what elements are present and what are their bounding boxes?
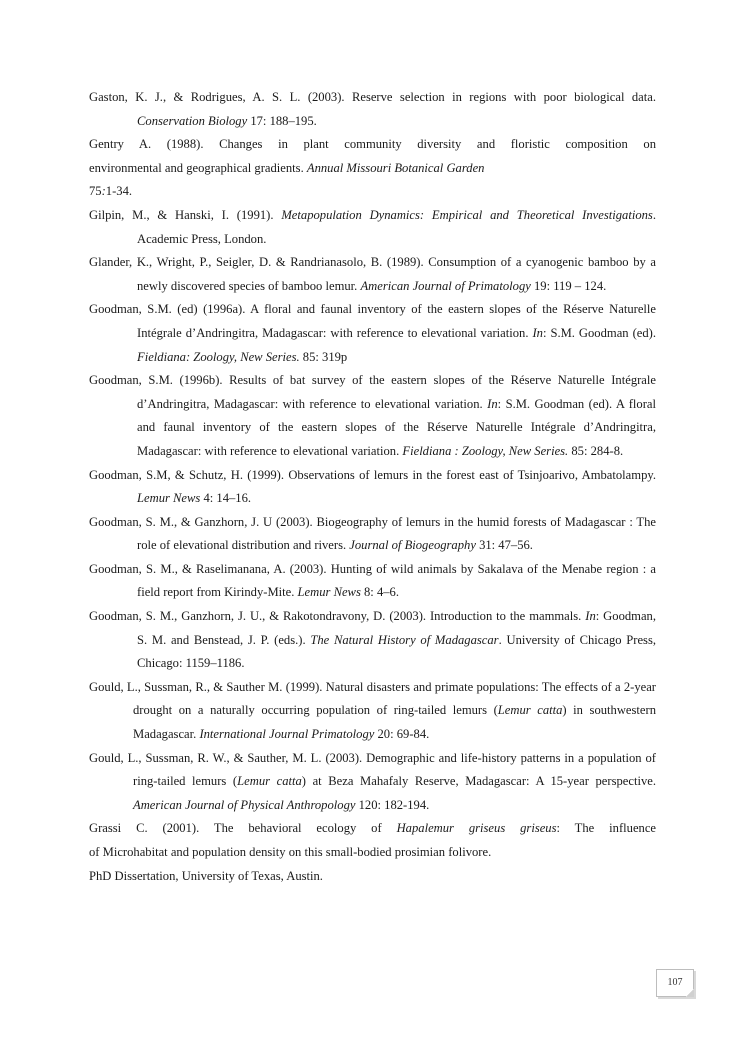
reference-italic-text: Lemur News [297,585,361,600]
reference-text: Goodman, S. M., & Raselimanana, A. (2003). Hunting of wild animals by Sakalava of the Menabe region : a field report from Kirindy-Mite. [89,561,656,600]
reference-italic-text: Annual Missouri Botanical Garden [306,160,485,175]
reference-entry [89,251,656,298]
reference-text: : S.M. Goodman (ed). [542,325,656,340]
reference-text: Gilpin, M., & Hanski, I. (1991). [89,207,282,222]
reference-text: of Microhabitat and population density on this small-bodied prosimian folivore. [89,845,492,859]
reference-text: 85: 319p [299,349,348,364]
reference-text: 19: 119 – 124. [530,278,607,293]
reference-italic-text: International Journal Primatology [199,727,375,742]
reference-text: 20: 69-84. [374,727,430,742]
reference-entry [89,86,656,133]
reference-text: 17: 188–195. [247,113,317,128]
reference-italic-text: In [487,396,498,411]
reference-italic-text: In [532,325,543,340]
reference-text: Goodman, S.M. (ed) (1996a). A floral and faunal inventory of the eastern slopes of the Réserve Naturelle Intégrale d’Andringitra, Madagascar: with reference to elevational variation. [89,302,656,340]
reference-italic-text: American Journal of Physical Anthropology [133,797,356,812]
reference-entry [89,369,656,463]
reference-text: Gould, L., Sussman, R. W., & Sauther, M. L. (2003). Demographic and life-history patterns in a population of ring-tailed lemurs ( [89,750,656,789]
reference-text: ) at Beza Mahafaly Reserve, Madagascar: A 15-year perspective. [301,774,656,789]
reference-text: 4: 14–16. [200,491,252,506]
reference-text: Grassi C. (2001). The behavioral ecology of [89,821,397,836]
reference-text: : Goodman, S. M. and Benstead, J. P. (eds.). [137,609,656,647]
reference-text: . University of Chicago Press, Chicago: 1159–1186. [137,632,657,671]
reference-italic-text: Lemur catta [237,774,302,789]
reference-italic-text: The Natural History of Madagascar [310,632,499,647]
reference-line [89,157,656,181]
reference-text: Gentry A. (1988). Changes in plant community diversity and floristic composition on [89,137,656,152]
reference-text: Goodman, S.M, & Schutz, H. (1999). Observations of lemurs in the forest east of Tsinjoarivo, Ambatolampy. [89,467,656,482]
reference-text: 31: 47–56. [475,538,533,553]
reference-line [89,817,657,841]
reference-entry [89,817,656,888]
reference-italic-text: Lemur News [137,491,201,506]
reference-italic-text: Lemur catta [497,703,563,718]
reference-text: Goodman, S. M., & Ganzhorn, J. U (2003). Biogeography of lemurs in the humid forests of Madagascar : The role of elevational distribution and rivers. [89,514,656,553]
reference-line [89,841,656,865]
reference-italic-text: Fieldiana: Zoology, New Series. [137,349,300,364]
reference-entry [89,133,656,204]
reference-line [89,133,656,157]
reference-entry [89,558,656,605]
reference-text: environmental and geographical gradients. [89,160,307,175]
reference-line [89,865,656,889]
reference-entry [89,747,656,818]
reference-text: Goodman, S. M., Ganzhorn, J. U., & Rakotondravony, D. (2003). Introduction to the mammals. [89,609,586,624]
reference-text: . Academic Press, London. [137,207,656,246]
reference-text: Gould, L., Sussman, R., & Sauther M. (1999). Natural disasters and primate populations: The effects of a 2-year drought on a naturally occurring population of ring-tailed lemurs ( [89,679,656,718]
reference-line [89,180,656,204]
reference-text: 120: 182-194. [355,797,430,812]
reference-italic-text: Conservation Biology [137,113,248,128]
reference-italic-text: Fieldiana : Zoology, New Series. [402,443,569,458]
reference-entry [89,605,656,676]
reference-text: : S.M. Goodman (ed). A floral and faunal inventory of the eastern slopes of the Réserve Naturelle Intégrale d’Andringitra, Madagascar: with reference to elevational variation. [137,396,656,458]
reference-italic-text: Journal of Biogeography [349,538,476,553]
reference-italic-text: Hapalemur griseus griseus [396,821,557,836]
reference-italic-text: In [585,609,596,624]
reference-text: Gaston, K. J., & Rodrigues, A. S. L. (2003). Reserve selection in regions with poor biological data. [89,90,656,104]
reference-entry [89,676,656,747]
reference-italic-text: Metapopulation Dynamics: Empirical and Theoretical Investigations [281,207,653,222]
page-number: 107 [656,969,694,997]
reference-text: Glander, K., Wright, P., Seigler, D. & Randrianasolo, B. (1989). Consumption of a cyanogenic bamboo by a newly discovered species of bamboo lemur. [89,255,656,293]
reference-text: Goodman, S.M. (1996b). Results of bat survey of the eastern slopes of the Réserve Naturelle Intégrale d’Andringitra, Madagascar: with reference to elevational variation. [89,373,656,411]
reference-text: 1-34. [105,184,133,199]
reference-text: PhD Dissertation, University of Texas, Austin. [89,868,323,883]
reference-text: ) in southwestern Madagascar. [133,703,657,742]
reference-text: 8: 4–6. [360,585,399,600]
reference-entry [89,511,656,558]
reference-entry [89,204,656,251]
reference-entry [89,298,656,369]
reference-text: 75 [89,184,102,199]
reference-entry [89,464,656,511]
reference-text: 85: 284-8. [568,443,624,458]
reference-italic-text: : [101,184,106,199]
reference-text: : The influence [556,821,657,836]
reference-list [89,86,656,888]
reference-italic-text: American Journal of Primatology [360,278,531,293]
